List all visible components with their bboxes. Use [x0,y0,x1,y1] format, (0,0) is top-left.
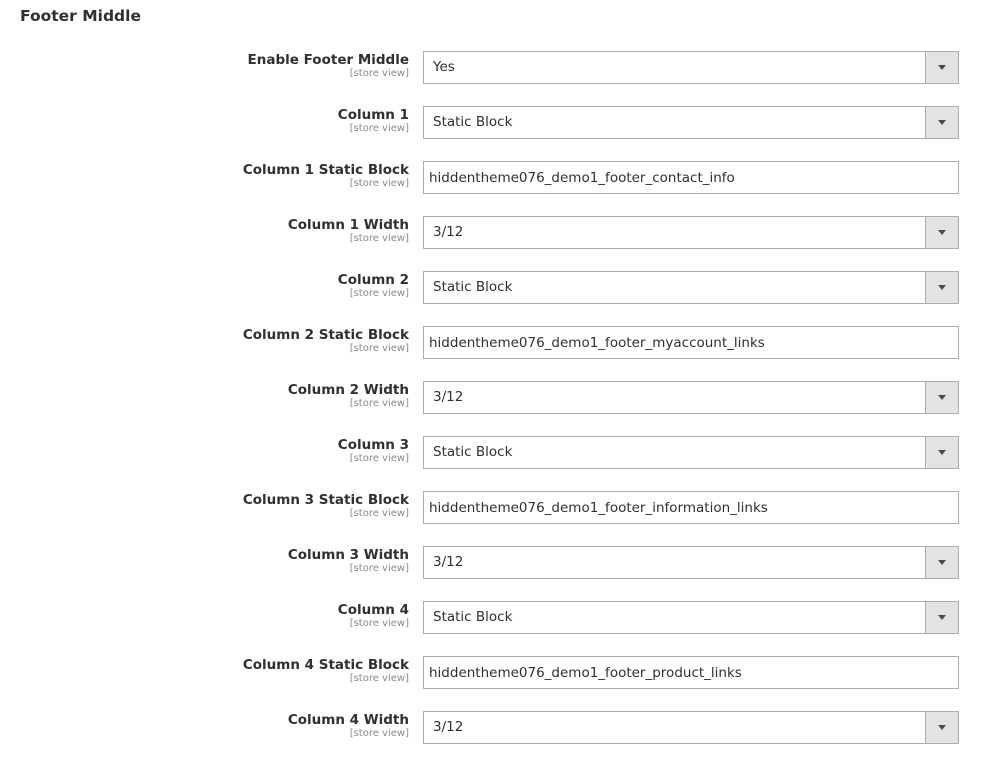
column-3-static-block-input[interactable] [423,491,959,524]
field-row-enable-footer-middle [0,51,1003,106]
scope-label: [store view] [349,123,409,134]
scope-label: [store view] [349,618,409,629]
column-4-select[interactable] [423,601,959,634]
field-label: Column 1 Width [287,217,409,233]
select-value: Static Block [433,609,513,625]
field-row-column-4-static-block [0,656,1003,711]
field-label-group [288,381,409,410]
scope-label: [store view] [349,453,409,464]
select-value: Static Block [433,279,513,295]
field-row-column-2 [0,271,1003,326]
select-value: Yes [433,59,455,75]
field-label-group [288,216,409,245]
field-label-group [243,491,409,520]
field-row-column-2-width [0,381,1003,436]
field-row-column-2-static-block [0,326,1003,381]
field-label-group [288,546,409,575]
column-2-select[interactable] [423,271,959,304]
field-row-column-3-static-block [0,491,1003,546]
dropdown-toggle[interactable] [925,547,958,578]
chevron-down-icon [938,395,946,400]
field-label-group [338,436,409,465]
field-row-column-1-static-block [0,161,1003,216]
scope-label: [store view] [349,673,409,684]
field-label: Column 3 Static Block [242,492,409,508]
section-title: Footer Middle [20,7,141,25]
field-label: Column 4 [337,602,409,618]
dropdown-toggle[interactable] [925,52,958,83]
field-label: Column 2 Width [287,382,409,398]
column-3-width-select[interactable] [423,546,959,579]
field-row-column-4 [0,601,1003,656]
scope-label: [store view] [349,508,409,519]
dropdown-toggle[interactable] [925,602,958,633]
field-label: Enable Footer Middle [247,52,409,68]
field-label: Column 4 Static Block [242,657,409,673]
column-3-select[interactable] [423,436,959,469]
select-value: 3/12 [433,389,464,405]
chevron-down-icon [938,615,946,620]
scope-label: [store view] [349,288,409,299]
select-value: Static Block [433,114,513,130]
field-row-column-1-width [0,216,1003,271]
select-value: 3/12 [433,224,464,240]
scope-label: [store view] [349,233,409,244]
field-label-group [243,161,409,190]
dropdown-toggle[interactable] [925,217,958,248]
chevron-down-icon [938,120,946,125]
footer-middle-fields [0,51,1003,766]
field-row-column-4-width [0,711,1003,766]
field-label: Column 3 Width [287,547,409,563]
column-4-static-block-input[interactable] [423,656,959,689]
dropdown-toggle[interactable] [925,107,958,138]
scope-label: [store view] [349,68,409,79]
column-4-width-select[interactable] [423,711,959,744]
field-label: Column 4 Width [287,712,409,728]
field-label-group [338,271,409,300]
dropdown-toggle[interactable] [925,437,958,468]
scope-label: [store view] [349,398,409,409]
field-label: Column 2 [337,272,409,288]
dropdown-toggle[interactable] [925,712,958,743]
field-label: Column 3 [337,437,409,453]
field-label: Column 1 Static Block [242,162,409,178]
enable-footer-middle-select[interactable] [423,51,959,84]
chevron-down-icon [938,285,946,290]
chevron-down-icon [938,450,946,455]
scope-label: [store view] [349,178,409,189]
select-value: 3/12 [433,554,464,570]
field-label-group [243,326,409,355]
field-label: Column 1 [337,107,409,123]
dropdown-toggle[interactable] [925,272,958,303]
column-2-static-block-input[interactable] [423,326,959,359]
field-row-column-3-width [0,546,1003,601]
scope-label: [store view] [349,563,409,574]
scope-label: [store view] [349,728,409,739]
column-2-width-select[interactable] [423,381,959,414]
field-label-group [288,711,409,740]
field-label-group [338,106,409,135]
scope-label: [store view] [349,343,409,354]
chevron-down-icon [938,560,946,565]
chevron-down-icon [938,725,946,730]
field-label-group [248,51,409,80]
field-label-group [243,656,409,685]
chevron-down-icon [938,65,946,70]
column-1-width-select[interactable] [423,216,959,249]
field-label: Column 2 Static Block [242,327,409,343]
select-value: 3/12 [433,719,464,735]
chevron-down-icon [938,230,946,235]
field-row-column-1 [0,106,1003,161]
field-label-group [338,601,409,630]
column-1-static-block-input[interactable] [423,161,959,194]
dropdown-toggle[interactable] [925,382,958,413]
field-row-column-3 [0,436,1003,491]
select-value: Static Block [433,444,513,460]
column-1-select[interactable] [423,106,959,139]
